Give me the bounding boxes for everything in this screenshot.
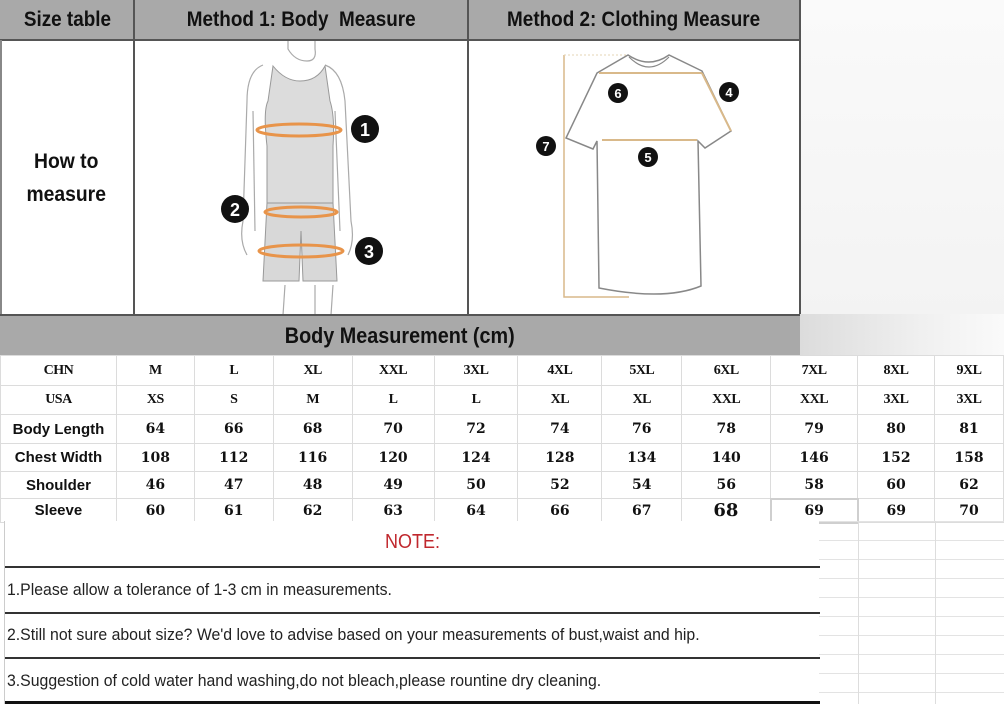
table-cell: 60 bbox=[116, 499, 194, 523]
marker-7-icon bbox=[536, 136, 556, 156]
table-cell: 152 bbox=[858, 444, 935, 472]
svg-text:4: 4 bbox=[725, 85, 733, 100]
section-band-fade bbox=[800, 314, 1004, 355]
table-cell: L bbox=[194, 356, 273, 386]
table-cell: 8XL bbox=[858, 356, 935, 386]
table-cell: 70 bbox=[934, 499, 1003, 523]
divider bbox=[935, 521, 936, 704]
divider bbox=[858, 521, 859, 704]
marker-4-icon bbox=[719, 82, 739, 102]
table-cell: 68 bbox=[273, 415, 352, 444]
how-to-measure-text bbox=[27, 145, 106, 211]
how-to-line-2: measure bbox=[26, 183, 107, 206]
spreadsheet-grid bbox=[819, 521, 1004, 704]
table-cell: 81 bbox=[934, 415, 1003, 444]
row-label: Sleeve bbox=[1, 499, 117, 523]
table-cell: 48 bbox=[273, 472, 352, 499]
notes-title-row bbox=[5, 531, 820, 561]
row-label: CHN bbox=[1, 356, 117, 386]
divider bbox=[5, 612, 820, 614]
table-cell: 6XL bbox=[682, 356, 771, 386]
table-cell: 69 bbox=[771, 499, 858, 523]
table-cell: 3XL bbox=[858, 386, 935, 415]
table-cell: 54 bbox=[602, 472, 682, 499]
table-cell: XS bbox=[116, 386, 194, 415]
header-size-table-label: Size table bbox=[23, 7, 111, 31]
table-cell: L bbox=[434, 386, 518, 415]
table-cell: 120 bbox=[352, 444, 434, 472]
table-cell: 50 bbox=[434, 472, 518, 499]
table-cell: 5XL bbox=[602, 356, 682, 386]
table-cell: 46 bbox=[116, 472, 194, 499]
table-cell: 64 bbox=[434, 499, 518, 523]
table-cell: 66 bbox=[518, 499, 602, 523]
note-item-2: 2.Still not sure about size? We'd love to advise based on your measurements of bust,waist and hip. bbox=[7, 625, 700, 644]
table-row-usa bbox=[1, 386, 1004, 415]
table-cell: 63 bbox=[352, 499, 434, 523]
table-cell: 80 bbox=[858, 415, 935, 444]
table-cell: 108 bbox=[116, 444, 194, 472]
table-cell: 134 bbox=[602, 444, 682, 472]
svg-text:5: 5 bbox=[644, 150, 652, 165]
marker-5-icon bbox=[638, 147, 658, 167]
table-cell: 60 bbox=[858, 472, 935, 499]
header-method-1-label: Method 1: Body Measure bbox=[186, 7, 416, 31]
table-cell: 78 bbox=[682, 415, 771, 444]
table-cell: 140 bbox=[682, 444, 771, 472]
table-cell: 112 bbox=[194, 444, 273, 472]
notes-title: NOTE: bbox=[384, 531, 441, 553]
table-cell: 62 bbox=[273, 499, 352, 523]
table-cell: 67 bbox=[602, 499, 682, 523]
table-cell: 52 bbox=[518, 472, 602, 499]
section-title: Body Measurement (cm) bbox=[285, 322, 515, 348]
table-cell: XXL bbox=[682, 386, 771, 415]
header-size-table bbox=[0, 0, 134, 41]
table-cell: 58 bbox=[771, 472, 858, 499]
section-title-band bbox=[0, 314, 800, 355]
divider bbox=[5, 566, 820, 568]
table-cell: 47 bbox=[194, 472, 273, 499]
table-cell: 3XL bbox=[434, 356, 518, 386]
table-cell: 79 bbox=[771, 415, 858, 444]
table-cell: 7XL bbox=[771, 356, 858, 386]
table-cell: 61 bbox=[194, 499, 273, 523]
table-cell: XXL bbox=[352, 356, 434, 386]
svg-text:6: 6 bbox=[614, 86, 622, 101]
notes-panel bbox=[4, 521, 819, 704]
marker-2-icon bbox=[221, 195, 249, 223]
header-method-2-label: Method 2: Clothing Measure bbox=[507, 7, 761, 31]
table-cell: 128 bbox=[518, 444, 602, 472]
table-row-chest-width bbox=[1, 444, 1004, 472]
row-label: USA bbox=[1, 386, 117, 415]
marker-3-icon bbox=[355, 237, 383, 265]
row-label: Body Length bbox=[1, 415, 117, 444]
table-cell: 74 bbox=[518, 415, 602, 444]
note-item-1: 1.Please allow a tolerance of 1-3 cm in measurements. bbox=[7, 580, 392, 599]
header-method-2 bbox=[468, 0, 800, 41]
marker-1-icon bbox=[351, 115, 379, 143]
table-cell: 72 bbox=[434, 415, 518, 444]
table-cell: 3XL bbox=[934, 386, 1003, 415]
table-cell: 56 bbox=[682, 472, 771, 499]
table-cell: XL bbox=[273, 356, 352, 386]
body-measure-diagram bbox=[135, 41, 467, 315]
table-cell: 66 bbox=[194, 415, 273, 444]
how-to-measure-cell bbox=[0, 41, 133, 315]
note-item-3: 3.Suggestion of cold water hand washing,do not bleach,please rountine dry cleaning. bbox=[7, 671, 602, 690]
table-cell: 62 bbox=[934, 472, 1003, 499]
svg-text:1: 1 bbox=[359, 120, 371, 140]
table-row-shoulder bbox=[1, 472, 1004, 499]
divider bbox=[799, 0, 801, 315]
table-cell: 116 bbox=[273, 444, 352, 472]
svg-text:3: 3 bbox=[363, 242, 375, 262]
svg-text:7: 7 bbox=[542, 139, 550, 154]
table-cell: 146 bbox=[771, 444, 858, 472]
table-row-chn bbox=[1, 356, 1004, 386]
row-label: Chest Width bbox=[1, 444, 117, 472]
right-blank-area bbox=[800, 0, 1004, 315]
table-cell: L bbox=[352, 386, 434, 415]
table-cell: M bbox=[116, 356, 194, 386]
table-cell: S bbox=[194, 386, 273, 415]
table-cell: 9XL bbox=[934, 356, 1003, 386]
table-cell: M bbox=[273, 386, 352, 415]
table-cell: XL bbox=[602, 386, 682, 415]
table-cell: 69 bbox=[858, 499, 935, 523]
table-cell: 158 bbox=[934, 444, 1003, 472]
marker-6-icon bbox=[608, 83, 628, 103]
table-row-body-length bbox=[1, 415, 1004, 444]
divider bbox=[5, 657, 820, 659]
table-cell: 68 bbox=[682, 499, 771, 523]
row-label: Shoulder bbox=[1, 472, 117, 499]
table-cell: XL bbox=[518, 386, 602, 415]
table-cell: XXL bbox=[771, 386, 858, 415]
table-cell: 49 bbox=[352, 472, 434, 499]
table-cell: 76 bbox=[602, 415, 682, 444]
table-row-sleeve bbox=[1, 499, 1004, 523]
svg-text:2: 2 bbox=[229, 200, 241, 220]
table-cell: 64 bbox=[116, 415, 194, 444]
table-cell: 124 bbox=[434, 444, 518, 472]
size-table bbox=[0, 355, 1004, 524]
table-cell: 70 bbox=[352, 415, 434, 444]
header-method-1 bbox=[134, 0, 468, 41]
how-to-line-1: How to bbox=[34, 150, 99, 173]
clothing-measure-diagram bbox=[469, 41, 799, 315]
table-cell: 4XL bbox=[518, 356, 602, 386]
